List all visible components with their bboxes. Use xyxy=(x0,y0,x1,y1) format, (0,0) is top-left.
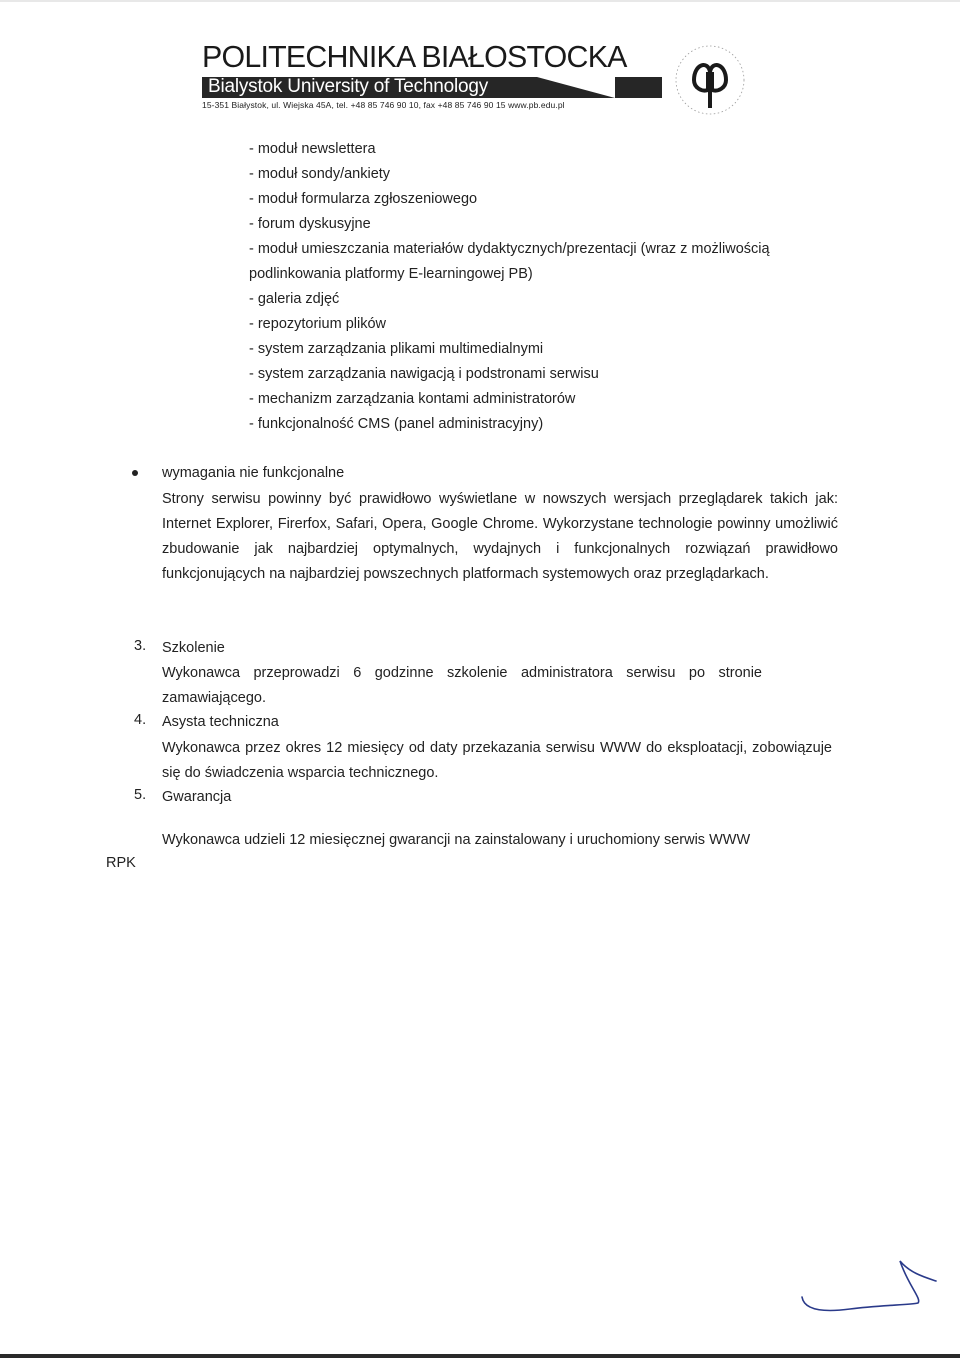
module-item: - system zarządzania plikami multimedialnymi xyxy=(249,341,544,357)
section-title: Gwarancja xyxy=(162,789,232,805)
pb-seal-icon xyxy=(672,42,748,118)
bullet-icon xyxy=(132,470,138,476)
module-item: - galeria zdjęć xyxy=(249,291,340,307)
letterhead xyxy=(202,39,672,110)
university-name-en: Bialystok University of Technology xyxy=(208,77,489,97)
section-text: Wykonawca przeprowadzi 6 godzinne szkolenie administratora serwisu po stronie zamawiającego. xyxy=(162,665,762,706)
module-item: - mechanizm zarządzania kontami administratorów xyxy=(249,391,576,407)
university-name-pl: POLITECHNIKA BIAŁOSTOCKA xyxy=(202,39,627,74)
section-title: Szkolenie xyxy=(162,640,225,656)
module-item: - moduł umieszczania materiałów dydaktycznych/prezentacji (wraz z możliwością xyxy=(249,241,770,257)
module-item: - system zarządzania nawigacją i podstronami serwisu xyxy=(249,366,599,382)
module-item: - funkcjonalność CMS (panel administracyjny) xyxy=(249,416,544,432)
letterhead-address: 15-351 Białystok, ul. Wiejska 45A, tel. +48 85 746 90 10, fax +48 85 746 90 15 www.pb.edu.pl xyxy=(202,100,565,110)
bar-notch-decoration xyxy=(537,77,615,98)
module-item: podlinkowania platformy E-learningowej PB) xyxy=(249,266,533,282)
section-number: 4. xyxy=(134,712,147,728)
module-item: - forum dyskusyjne xyxy=(249,216,371,232)
module-item: - moduł newslettera xyxy=(249,141,376,157)
nonfunctional-paragraph: Strony serwisu powinny być prawidłowo wyświetlane w nowszych wersjach przeglądarek takich jak: Internet Explorer, Firerfox, Safari, Opera, Google Chrome. Wykorzystane technologie powinny umożliwić zbudowanie jak najbardziej optymalnych, wydajnych i funkcjonalnych rozwiązań prawidłowo funkcjonujących na najbardziej powszechnych platformach systemowych oraz przeglądarkach. xyxy=(162,491,838,582)
scan-bottom-edge xyxy=(0,1354,960,1358)
nonfunctional-heading: wymagania nie funkcjonalne xyxy=(162,465,345,481)
section-number: 3. xyxy=(134,638,147,654)
module-item: - moduł formularza zgłoszeniowego xyxy=(249,191,478,207)
footer-initials: RPK xyxy=(106,855,136,871)
section-title: Asysta techniczna xyxy=(162,714,279,730)
section-text: Wykonawca udzieli 12 miesięcznej gwarancji na zainstalowany i uruchomiony serwis WWW xyxy=(162,832,751,848)
scan-edge xyxy=(0,0,960,2)
section-number: 5. xyxy=(134,787,147,803)
handwritten-signature xyxy=(790,1255,940,1325)
university-name-en-bar xyxy=(202,77,662,98)
module-item: - repozytorium plików xyxy=(249,316,386,332)
section-text: Wykonawca przez okres 12 miesięcy od daty przekazania serwisu WWW do eksploatacji, zobowiązuje się do świadczenia wsparcia technicznego. xyxy=(162,740,832,781)
module-item: - moduł sondy/ankiety xyxy=(249,166,391,182)
